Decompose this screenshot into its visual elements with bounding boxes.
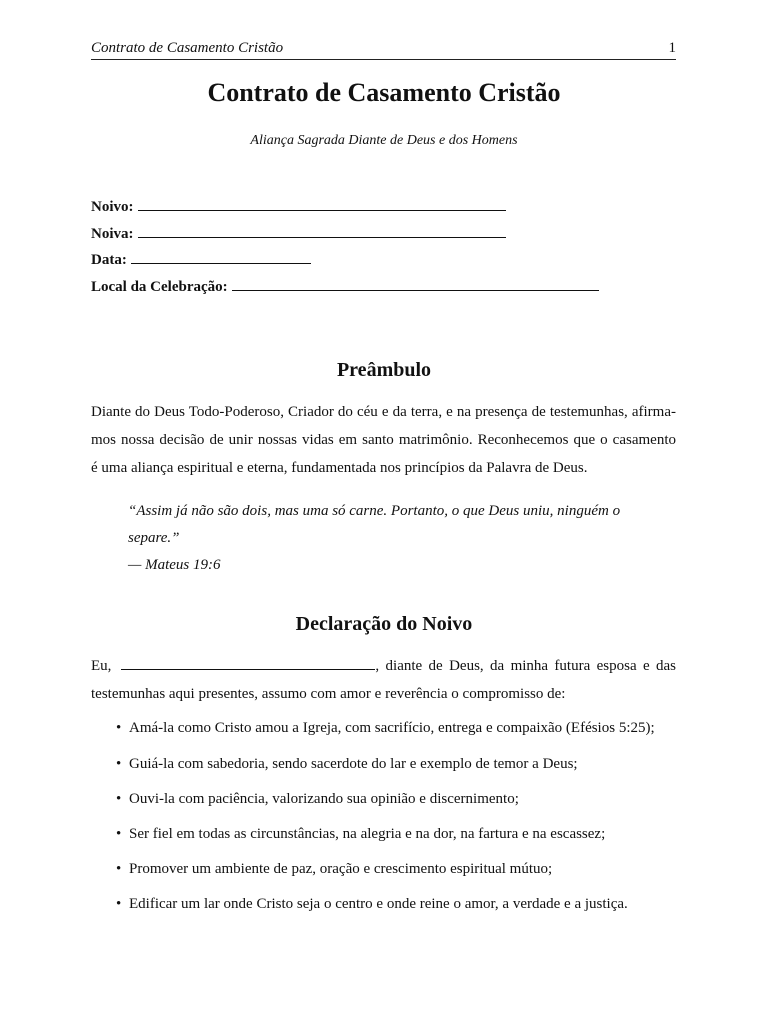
intro-start: Eu, [91,658,112,674]
preambulo-line: Diante do Deus Todo-Poderoso, Criador do céu e da terra, e na presença de testemunhas, afirma- [91,404,676,420]
list-item: • Edificar um lar onde Cristo seja o centro e onde reine o amor, a verdade e a justiça. [116,896,628,912]
intro-after-blank: , diante de Deus, da minha futura esposa e das [375,658,676,674]
field-label-data: Data: [91,252,127,268]
declaracao-intro [91,652,676,708]
list-item: • Ouvi-la com paciência, valorizando sua opinião e discernimento; [116,791,519,807]
list-item-text: Promover um ambiente de paz, oração e crescimento espiritual mútuo; [129,861,553,877]
list-item-text: Edificar um lar onde Cristo seja o centro e onde reine o amor, a verdade e a justiça. [129,896,628,912]
bible-quote [128,498,648,579]
field-label-noivo: Noivo: [91,199,134,215]
field-blank-local[interactable] [232,276,599,291]
quote-source: — Mateus 19:6 [128,557,221,573]
field-blank-data[interactable] [131,249,311,264]
field-label-local: Local da Celebração: [91,279,228,295]
field-local [91,276,599,296]
section-heading-preambulo: Preâmbulo [336,359,432,381]
list-item: • Guiá-la com sabedoria, sendo sacerdote do lar e exemplo de temor a Deus; [116,756,578,772]
list-item-text: Ouvi-la com paciência, valorizando sua opinião e discernimento; [129,791,519,807]
list-item: • Amá-la como Cristo amou a Igreja, com sacrifício, entrega e compaixão (Efésios 5:25); [116,720,655,736]
preambulo-line: mos nossa decisão de unir nossas vidas em santo matrimônio. Reconhecemos que o casamento [91,432,676,448]
list-item-text: Guiá-la com sabedoria, sendo sacerdote do lar e exemplo de temor a Deus; [129,756,578,772]
preambulo-paragraph [91,398,676,482]
list-item-text: Ser fiel em todas as circunstâncias, na alegria e na dor, na fartura e na escassez; [129,826,606,842]
intro-line-2: testemunhas aqui presentes, assumo com amor e reverência o compromisso de: [91,686,566,702]
field-noiva [91,223,506,243]
quote-line: “Assim já não são dois, mas uma só carne. Portanto, o que Deus uniu, ninguém o [128,503,621,519]
quote-line: separe.” [128,530,180,546]
field-blank-noivo[interactable] [138,196,506,211]
field-blank-noiva[interactable] [138,223,506,238]
page-number: 1 [668,40,676,56]
list-item: • Ser fiel em todas as circunstâncias, na alegria e na dor, na fartura e na escassez; [116,826,606,842]
running-title: Contrato de Casamento Cristão [91,40,284,56]
groom-name-blank[interactable] [121,655,375,670]
list-item: • Promover um ambiente de paz, oração e crescimento espiritual mútuo; [116,861,553,877]
list-item-text: Amá-la como Cristo amou a Igreja, com sacrifício, entrega e compaixão (Efésios 5:25); [129,720,655,736]
field-label-noiva: Noiva: [91,226,134,242]
field-data [91,249,311,269]
running-header [91,39,676,60]
document-title: Contrato de Casamento Cristão [207,78,561,107]
preambulo-line: é uma aliança espiritual e eterna, fundamentada nos princípios da Palavra de Deus. [91,460,588,476]
section-heading-declaracao-noivo: Declaração do Noivo [295,613,473,635]
field-noivo [91,196,506,216]
document-subtitle: Aliança Sagrada Diante de Deus e dos Homens [250,133,518,148]
